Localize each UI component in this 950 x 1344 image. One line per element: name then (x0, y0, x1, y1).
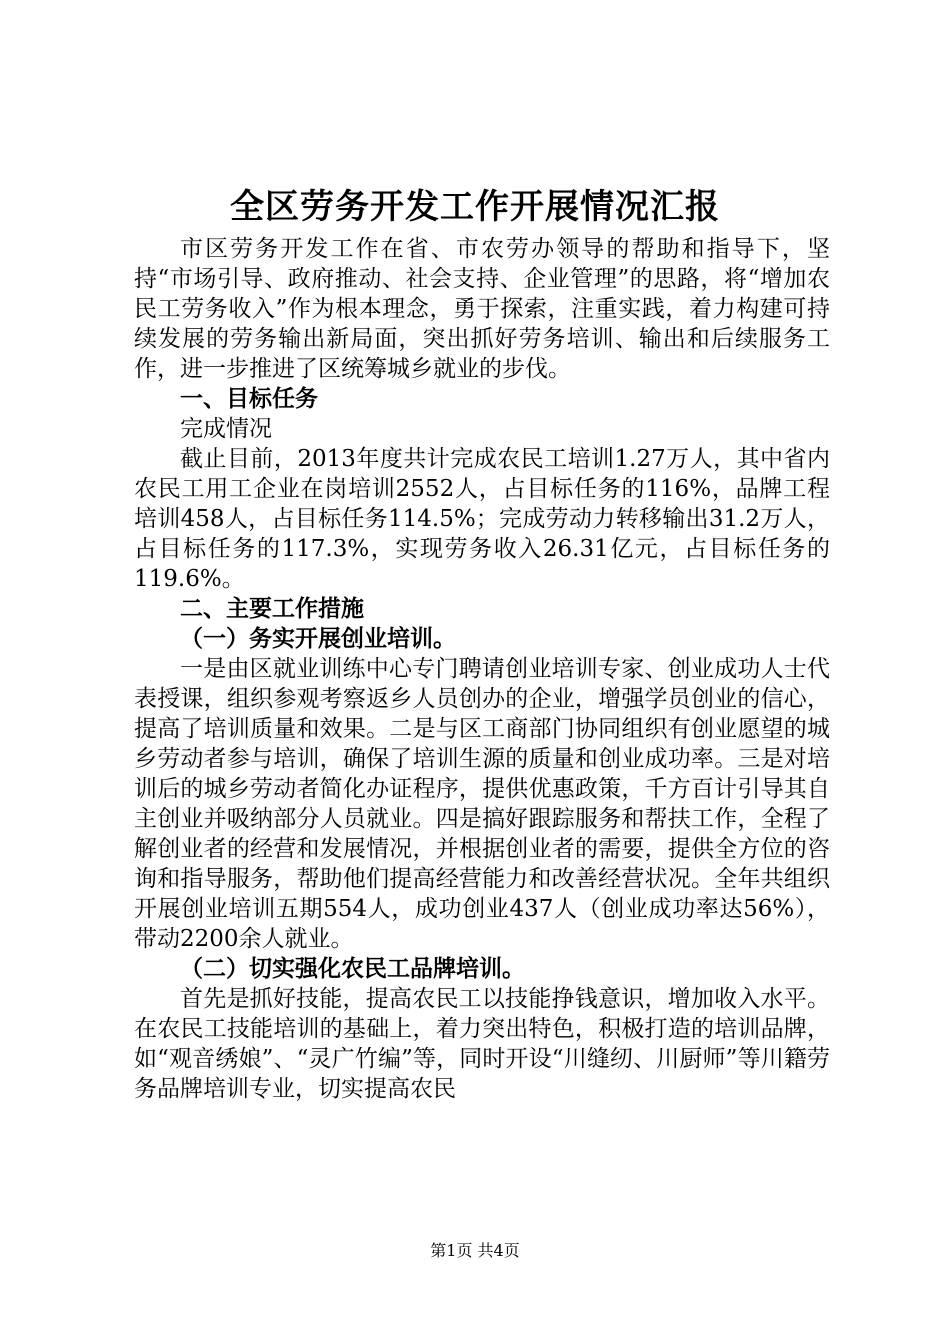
section-heading-measures: 二、主要工作措施 (180, 596, 364, 622)
brand-training-paragraph: 首先是抓好技能，提高农民工以技能挣钱意识，增加收入水平。在农民工技能培训的基础上，着力突出特色，积极打造的培训品牌，如“观音绣娘”、“灵广竹编”等，同时开设“川缝纫、川厨师”等川籍劳务品牌培训专业，切实提高农民 (134, 986, 830, 1102)
completion-label: 完成情况 (180, 416, 272, 442)
section-heading-targets: 一、目标任务 (180, 386, 318, 412)
document-title: 全区劳务开发工作开展情况汇报 (230, 187, 720, 227)
subheading-brand-training: （二）切实强化农民工品牌培训。 (180, 956, 525, 982)
document-body (134, 234, 830, 1104)
entrepreneurship-paragraph: 一是由区就业训练中心专门聘请创业培训专家、创业成功人士代表授课，组织参观考察返乡人员创办的企业，增强学员创业的信心，提高了培训质量和效果。二是与区工商部门协同组织有创业愿望的城乡劳动者参与培训，确保了培训生源的质量和创业成功率。三是对培训后的城乡劳动者简化办证程序，提供优惠政策，千方百计引导其自主创业并吸纳部分人员就业。四是搞好跟踪服务和帮扶工作，全程了解创业者的经营和发展情况，并根据创业者的需要，提供全方位的咨询和指导服务，帮助他们提高经营能力和改善经营状况。全年共组织开展创业培训五期554人，成功创业437人（创业成功率达56%），带动2200余人就业。 (134, 656, 830, 952)
intro-paragraph: 市区劳务开发工作在省、市农劳办领导的帮助和指导下，坚持“市场引导、政府推动、社会支持、企业管理”的思路，将“增加农民工劳务收入”作为根本理念，勇于探索，注重实践，着力构建可持续发展的劳务输出新局面，突出抓好劳务培训、输出和后续服务工作，进一步推进了区统筹城乡就业的步伐。 (134, 236, 830, 382)
page-footer: 第1页 共4页 (430, 1241, 520, 1260)
subheading-entrepreneurship-training: （一）务实开展创业培训。 (180, 626, 456, 652)
completion-paragraph: 截止目前，2013年度共计完成农民工培训1.27万人，其中省内农民工用工企业在岗培训2552人，占目标任务的116%，品牌工程培训458人，占目标任务114.5%；完成劳动力转移输出31.2万人，占目标任务的117.3%，实现劳务收入26.31亿元，占目标任务的119.6%。 (134, 446, 830, 592)
